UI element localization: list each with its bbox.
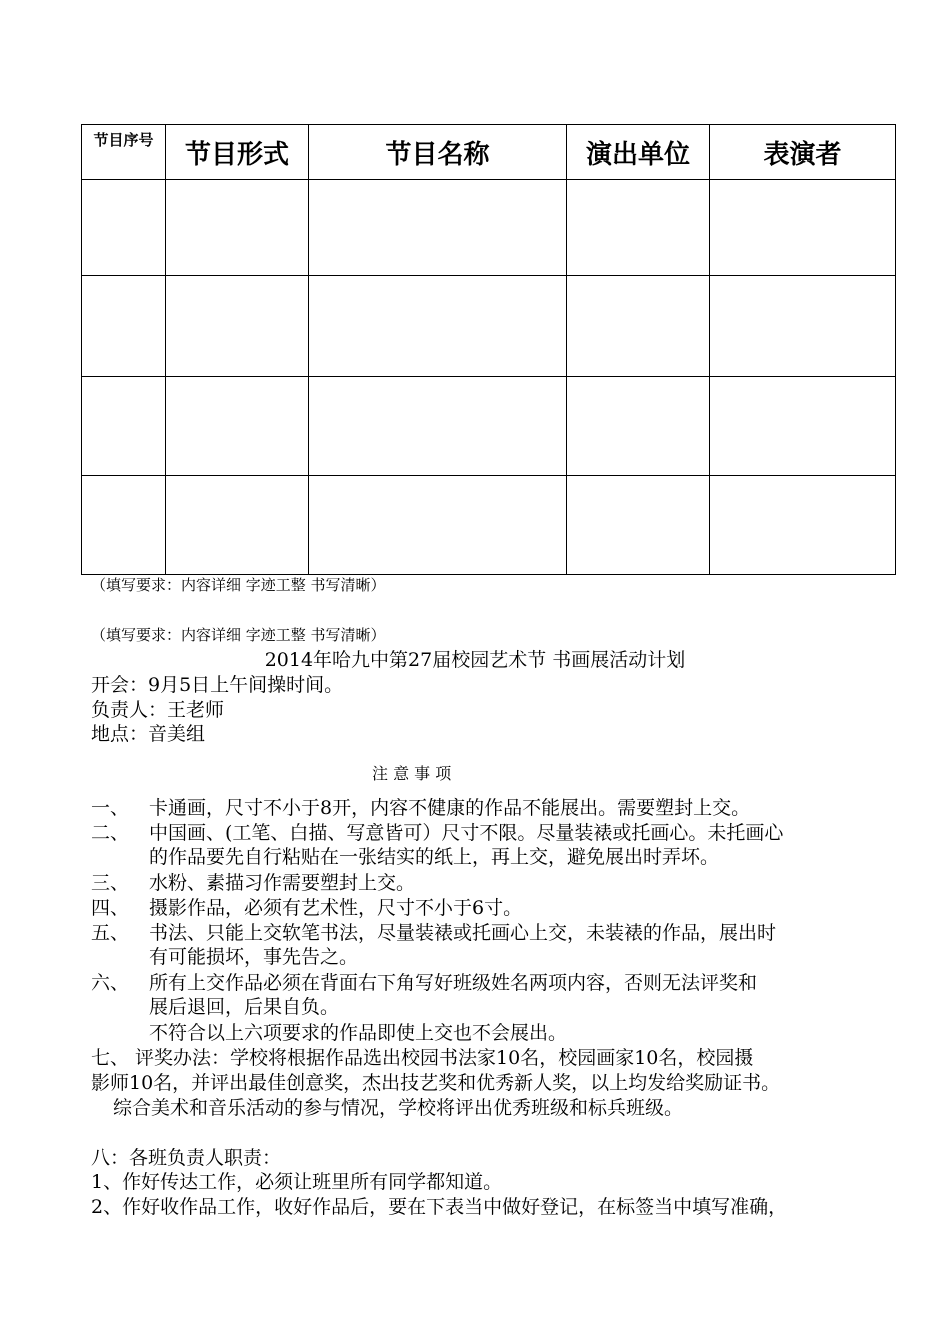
table-cell: [567, 276, 710, 377]
table-cell: [82, 276, 166, 377]
table-cell: [166, 377, 309, 476]
notice-item: [91, 871, 869, 895]
table-cell: [710, 276, 896, 377]
notice-item-number: 五、: [91, 922, 130, 944]
table-cell: [567, 476, 710, 575]
notice-item: [91, 796, 869, 820]
award-method-line: 综合美术和音乐活动的参与情况，学校将评出优秀班级和标兵班级。: [113, 1097, 684, 1119]
award-method-line: 影师10名，并评出最佳创意奖，杰出技艺奖和优秀新人奖，以上均发给奖励证书。: [91, 1072, 781, 1094]
header-performer: 表演者: [710, 125, 896, 180]
award-method-line: 七、 评奖办法：学校将根据作品选出校园书法家10名，校园画家10名，校园摄: [91, 1047, 754, 1069]
table-cell: [82, 377, 166, 476]
notice-item: [91, 896, 869, 920]
table-cell: [309, 180, 567, 276]
notice-item-text: 卡通画，尺寸不小于8开，内容不健康的作品不能展出。需要塑封上交。: [149, 797, 751, 819]
meeting-time: 开会：9月5日上午间操时间。: [91, 674, 344, 696]
fill-requirement-note-repeat: （填写要求：内容详细 字迹工整 书写清晰）: [91, 626, 386, 644]
notice-heading: 注 意 事 项: [372, 764, 452, 783]
duty-item: 2、作好收作品工作，收好作品后，要在下表当中做好登记，在标签当中填写准确，: [91, 1196, 788, 1218]
table-cell: [567, 180, 710, 276]
notice-item-number: 三、: [91, 872, 130, 894]
table-cell: [166, 476, 309, 575]
notice-item-number: 六、: [91, 972, 130, 994]
header-program-name: 节目名称: [309, 125, 567, 180]
table-cell: [309, 476, 567, 575]
table-row: [82, 276, 896, 377]
table-cell: [710, 476, 896, 575]
table-cell: [309, 377, 567, 476]
notice-item-number: 二、: [91, 822, 130, 844]
notice-item-text: 的作品要先自行粘贴在一张结实的纸上，再上交，避免展出时弄坏。: [149, 846, 720, 868]
notice-item-text: 摄影作品，必须有艺术性，尺寸不小于6寸。: [149, 897, 523, 919]
table-cell: [567, 377, 710, 476]
table-cell: [82, 180, 166, 276]
table-header-row: [82, 125, 896, 180]
fill-requirement-note: （填写要求：内容详细 字迹工整 书写清晰）: [91, 576, 386, 594]
table-row: [82, 476, 896, 575]
notice-item-text: 书法、只能上交软笔书法，尽量装裱或托画心上交，未装裱的作品，展出时: [149, 922, 777, 944]
table-row: [82, 180, 896, 276]
notice-item-text: 水粉、素描习作需要塑封上交。: [149, 872, 416, 894]
duty-item: 1、作好传达工作，必须让班里所有同学都知道。: [91, 1171, 503, 1193]
table-cell: [309, 276, 567, 377]
requirement-warning: 不符合以上六项要求的作品即使上交也不会展出。: [149, 1022, 568, 1044]
notice-item-text: 所有上交作品必须在背面右下角写好班级姓名两项内容，否则无法评奖和: [149, 972, 758, 994]
table-cell: [710, 377, 896, 476]
table-cell: [82, 476, 166, 575]
notice-item: [91, 971, 869, 1019]
notice-item-number: 四、: [91, 897, 130, 919]
duty-heading: 八：各班负责人职责：: [91, 1147, 282, 1169]
notice-item-text: 展后退回，后果自负。: [149, 996, 340, 1018]
notice-item-number: 一、: [91, 797, 130, 819]
header-program-form: 节目形式: [166, 125, 309, 180]
notice-item-text: 中国画、(工笔、白描、写意皆可）尺寸不限。尽量装裱或托画心。未托画心: [149, 822, 784, 844]
table-cell: [166, 180, 309, 276]
table-row: [82, 377, 896, 476]
header-performing-unit: 演出单位: [567, 125, 710, 180]
notice-item: [91, 821, 869, 869]
notice-item: [91, 921, 869, 969]
table-cell: [166, 276, 309, 377]
program-table: [81, 124, 896, 575]
notice-item-text: 有可能损坏，事先告之。: [149, 946, 359, 968]
location: 地点：音美组: [91, 723, 206, 745]
responsible-person: 负责人：王老师: [91, 699, 225, 721]
table-cell: [710, 180, 896, 276]
header-program-number: 节目序号: [82, 125, 166, 180]
document-title: 2014年哈九中第27届校园艺术节 书画展活动计划: [264, 649, 686, 671]
